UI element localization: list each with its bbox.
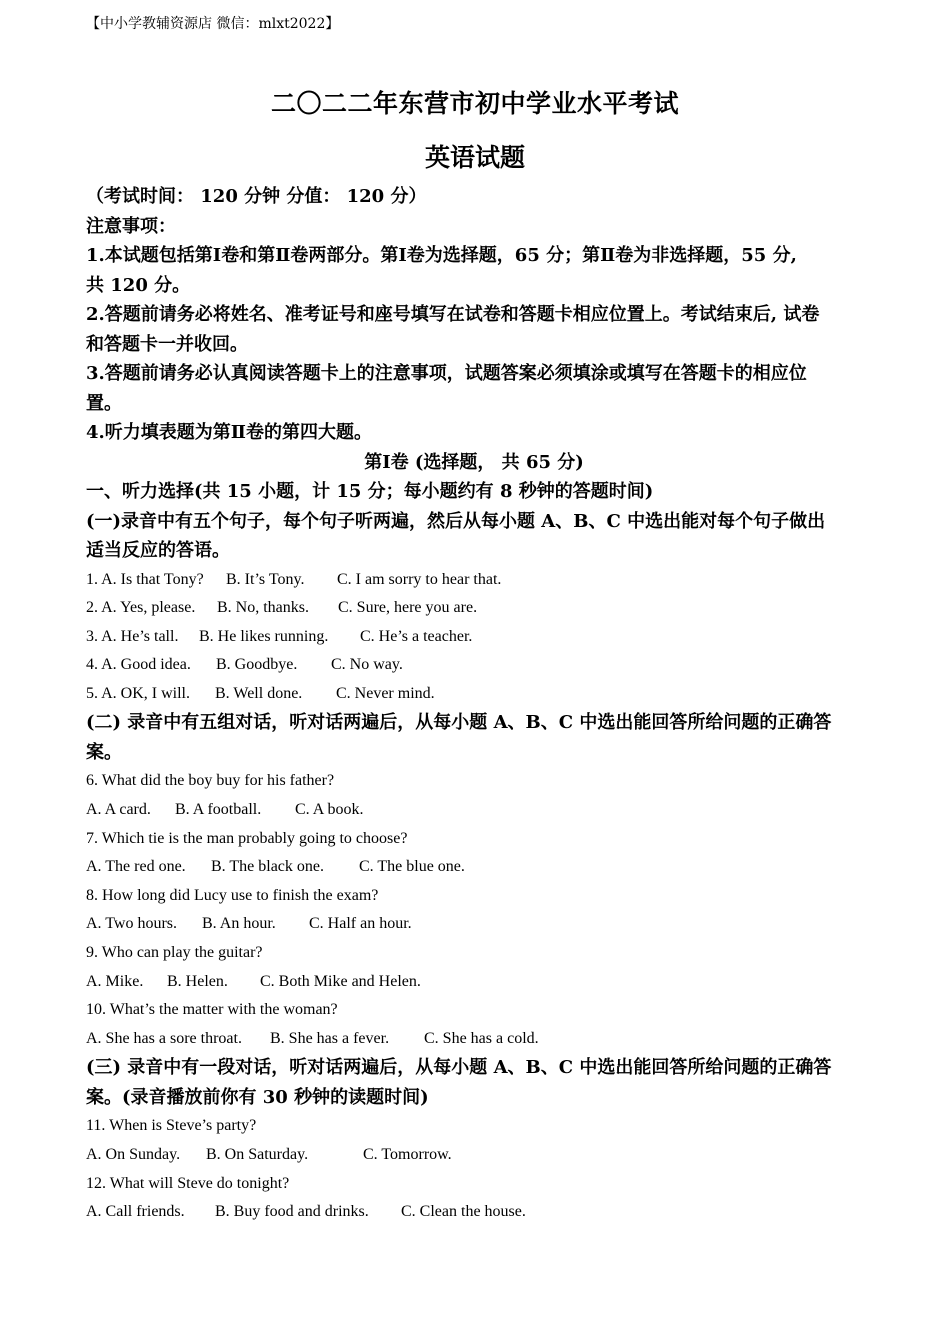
- option-b: B. Helen.: [167, 972, 228, 990]
- option-a: 2. A. Yes, please.: [86, 599, 196, 617]
- option-c: C. Clean the house.: [401, 1203, 526, 1221]
- question-text: 11. When is Steve’s party?: [86, 1117, 257, 1135]
- option-c: C. The blue one.: [359, 858, 465, 876]
- question-options: [86, 853, 862, 882]
- question-options: [86, 968, 862, 997]
- instruction-line: (一)录音中有五个句子，每个句子听两遍，然后从每小题 A、B、C 中选出能对每个句子做出: [86, 510, 826, 532]
- option-a: 5. A. OK, I will.: [86, 684, 190, 702]
- instruction-line: 案。: [86, 741, 122, 763]
- part2-instruction: [86, 708, 862, 767]
- question-text: 7. Which tie is the man probably going to choose?: [86, 829, 408, 847]
- option-a: 1. A. Is that Tony?: [86, 570, 204, 588]
- option-c: C. He’s a teacher.: [360, 627, 473, 645]
- notice-line: 2.答题前请务必将姓名、准考证号和座号填写在试卷和答题卡相应位置上。考试结束后, 试卷: [86, 304, 820, 325]
- notice-line: 1.本试题包括第Ⅰ卷和第Ⅱ卷两部分。第Ⅰ卷为选择题，65 分；第Ⅱ卷为非选择题，55 分,: [86, 245, 797, 266]
- option-a: A. On Sunday.: [86, 1146, 181, 1163]
- question-text: 12. What will Steve do tonight?: [86, 1174, 290, 1192]
- option-a: A. Two hours.: [86, 915, 178, 933]
- header-note: 【中小学教辅资源店 微信：mlxt2022】: [86, 16, 340, 32]
- option-c: C. A book.: [295, 801, 364, 819]
- option-c: C. Half an hour.: [309, 915, 412, 933]
- option-a: A. The red one.: [86, 858, 186, 876]
- option-c: C. She has a cold.: [424, 1029, 539, 1047]
- question-item: [86, 623, 862, 652]
- notice-line: 3.答题前请务必认真阅读答题卡上的注意事项，试题答案必须填涂或填写在答题卡的相应位: [86, 363, 807, 384]
- option-b: B. No, thanks.: [217, 599, 309, 617]
- part3-instruction: [86, 1053, 862, 1112]
- option-b: B. On Saturday.: [206, 1146, 309, 1163]
- notice-line: 共 120 分。: [86, 274, 191, 296]
- question-options: [86, 1198, 862, 1227]
- option-b: B. It’s Tony.: [226, 570, 305, 588]
- option-a: A. A card.: [86, 801, 151, 819]
- part1-items: [86, 566, 862, 709]
- option-c: C. Both Mike and Helen.: [260, 972, 421, 990]
- question-options: [86, 1025, 862, 1054]
- notice-title: 注意事项：: [86, 215, 176, 237]
- option-c: C. Tomorrow.: [363, 1146, 452, 1163]
- option-a: A. Call friends.: [86, 1203, 185, 1221]
- question-text: 10. What’s the matter with the woman?: [86, 1001, 338, 1019]
- exam-subtitle: 英语试题: [424, 143, 525, 172]
- question-options: [86, 910, 862, 939]
- option-c: C. I am sorry to hear that.: [337, 570, 502, 588]
- option-b: B. An hour.: [202, 915, 276, 933]
- question-item: [86, 566, 862, 595]
- volume-title: 第Ⅰ卷 (选择题， 共 65 分): [364, 451, 584, 473]
- part1-instruction: [86, 507, 862, 566]
- notice-line: 置。: [86, 392, 122, 414]
- instruction-line: 案。(录音播放前你有 30 秒钟的读题时间): [86, 1086, 429, 1108]
- option-c: C. Sure, here you are.: [338, 599, 478, 617]
- instruction-line: (三) 录音中有一段对话，听对话两遍后，从每小题 A、B、C 中选出能回答所给问题的正确答: [86, 1057, 832, 1079]
- instruction-line: (二) 录音中有五组对话，听对话两遍后，从每小题 A、B、C 中选出能回答所给问题的正确答: [86, 712, 832, 734]
- section1-title: 一、听力选择(共 15 小题，计 15 分；每小题约有 8 秒钟的答题时间): [86, 481, 654, 502]
- option-c: C. No way.: [331, 656, 403, 674]
- option-b: B. He likes running.: [199, 627, 329, 645]
- question-options: [86, 1141, 862, 1170]
- question-text: 6. What did the boy buy for his father?: [86, 772, 335, 790]
- exam-info: （考试时间： 120 分钟 分值： 120 分）: [86, 186, 427, 207]
- notice-line: 4.听力填表题为第Ⅱ卷的第四大题。: [86, 422, 372, 443]
- instruction-line: 适当反应的答语。: [86, 540, 230, 561]
- option-b: B. A football.: [175, 801, 262, 819]
- question-item: [86, 594, 862, 623]
- question-item: [86, 651, 862, 680]
- question-text: 8. How long did Lucy use to finish the exam?: [86, 886, 379, 904]
- option-b: B. She has a fever.: [270, 1029, 390, 1047]
- option-b: B. The black one.: [211, 858, 325, 876]
- question-text: 9. Who can play the guitar?: [86, 944, 263, 962]
- part2-items: [86, 767, 862, 1053]
- option-c: C. Never mind.: [336, 684, 435, 702]
- option-a: 3. A. He’s tall.: [86, 627, 179, 645]
- part3-items: [86, 1112, 862, 1226]
- notice-line: 和答题卡一并收回。: [86, 333, 248, 355]
- option-a: 4. A. Good idea.: [86, 656, 191, 674]
- notice-list: [86, 241, 862, 448]
- exam-content: [86, 182, 862, 1227]
- question-item: [86, 680, 862, 709]
- option-b: B. Buy food and drinks.: [215, 1203, 369, 1221]
- option-a: A. She has a sore throat.: [86, 1029, 242, 1047]
- question-options: [86, 796, 862, 825]
- exam-title: 二〇二二年东营市初中学业水平考试: [270, 89, 679, 118]
- option-b: B. Goodbye.: [216, 656, 298, 674]
- option-a: A. Mike.: [86, 972, 144, 990]
- option-b: B. Well done.: [215, 684, 303, 702]
